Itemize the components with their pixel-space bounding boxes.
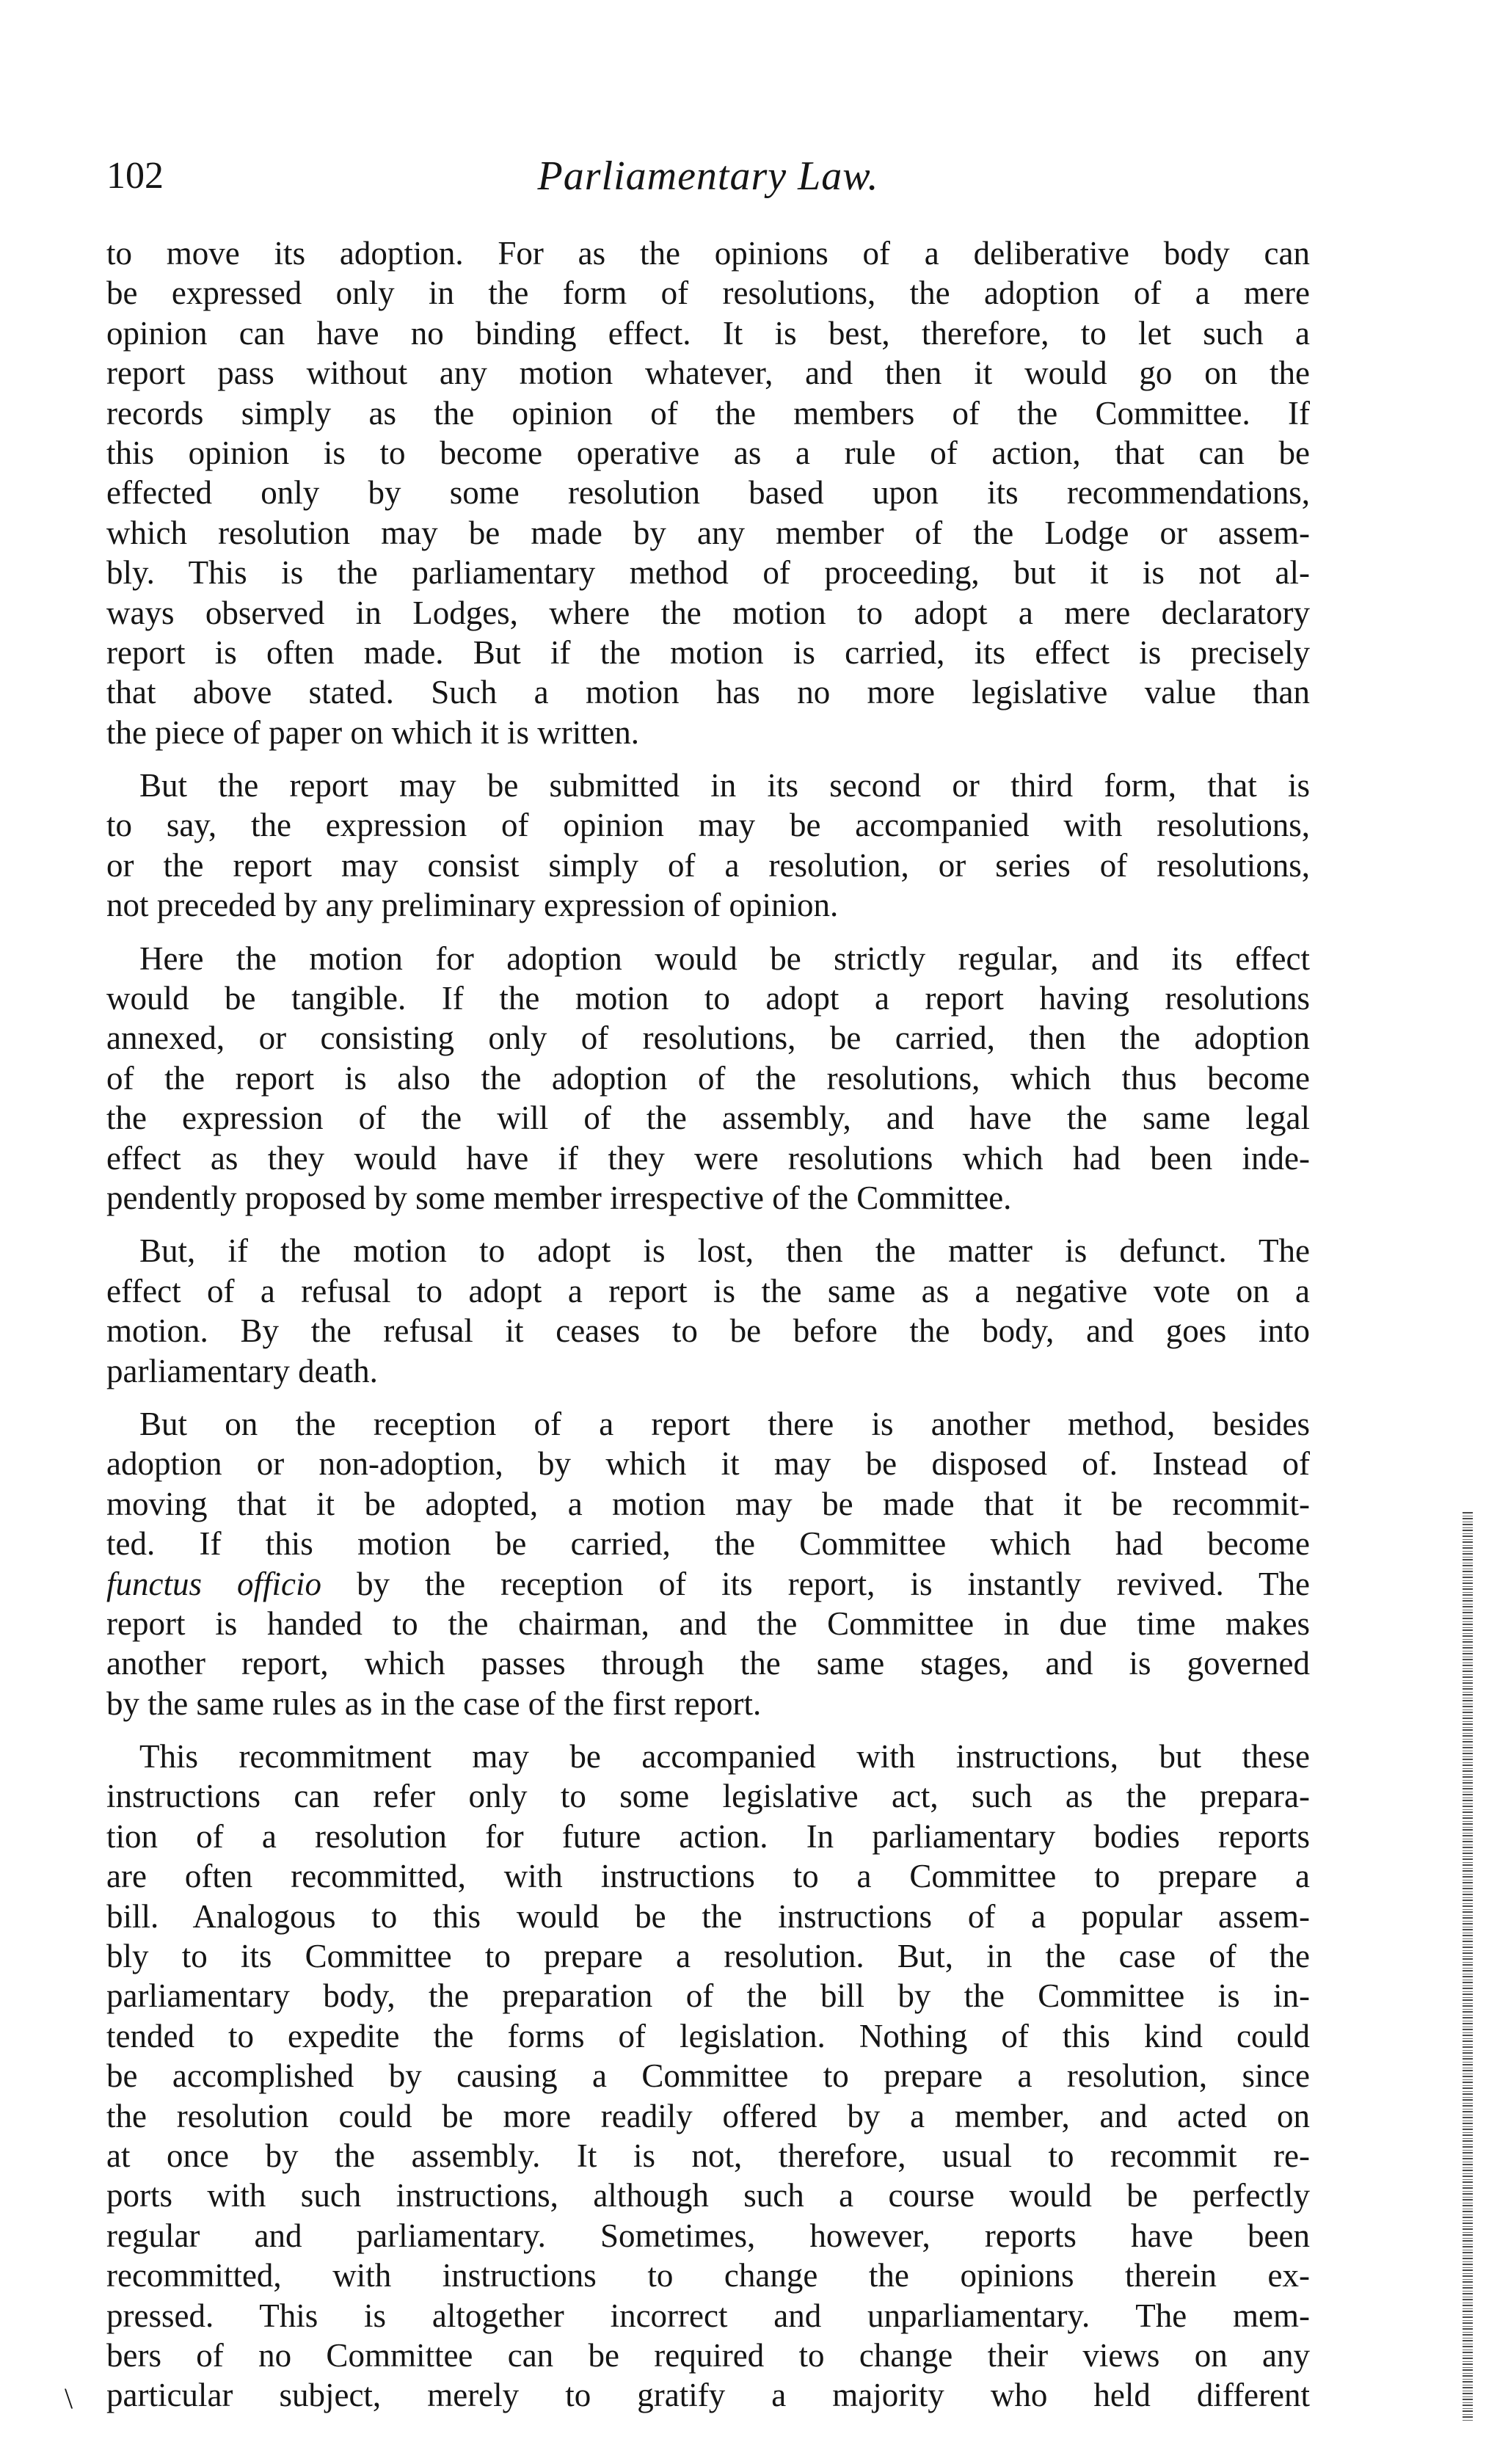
- text-line: recommitted, with instructions to change the opinions therein ex-: [106, 2257, 1310, 2294]
- text-line: tion of a resolution for future action. In parliamentary bodies reports: [106, 1817, 1310, 1855]
- text-line: another report, which passes through the same stages, and is governed: [106, 1645, 1310, 1682]
- paragraph-4: [106, 1231, 1310, 1391]
- text-line: effected only by some resolution based upon its recommendations,: [106, 474, 1310, 512]
- text-line: This recommitment may be accompanied with instructions, but these: [139, 1738, 1310, 1776]
- text-line: at once by the assembly. It is not, therefore, usual to recommit re-: [106, 2137, 1310, 2174]
- paragraph-1: [106, 233, 1310, 752]
- text-line: bly to its Committee to prepare a resolution. But, in the case of the: [106, 1938, 1310, 1975]
- text-line: to move its adoption. For as the opinions of a deliberative body can: [106, 235, 1310, 272]
- text-line: functus officio by the reception of its report, is instantly revived. The: [106, 1565, 1310, 1602]
- text-line: pressed. This is altogether incorrect and unparliamentary. The mem-: [106, 2297, 1310, 2334]
- text-line: But on the reception of a report there is another method, besides: [139, 1405, 1310, 1442]
- page-number: 102: [106, 155, 164, 197]
- text-line: which resolution may be made by any member of the Lodge or assem-: [106, 514, 1310, 551]
- text-line: not preceded by any preliminary expression of opinion.: [106, 887, 839, 924]
- text-line: ted. If this motion be carried, the Committee which had become: [106, 1525, 1310, 1563]
- text-line: motion. By the refusal it ceases to be before the body, and goes into: [106, 1312, 1310, 1350]
- text-line: effect as they would have if they were resolutions which had been inde-: [106, 1139, 1310, 1177]
- text-line: particular subject, merely to gratify a majority who held different: [106, 2377, 1310, 2414]
- text-line: to say, the expression of opinion may be accompanied with resolutions,: [106, 807, 1310, 844]
- text-line: tended to expedite the forms of legislation. Nothing of this kind could: [106, 2017, 1310, 2054]
- text-line: report is often made. But if the motion is carried, its effect is precisely: [106, 633, 1310, 671]
- body-text: [106, 233, 1310, 2429]
- text-line: moving that it be adopted, a motion may be made that it be recommit-: [106, 1485, 1310, 1522]
- paragraph-3: [106, 939, 1310, 1218]
- running-title: Parliamentary Law.: [537, 153, 879, 199]
- text-line: Here the motion for adoption would be strictly regular, and its effect: [139, 940, 1310, 977]
- text-line: or the report may consist simply of a resolution, or series of resolutions,: [106, 846, 1310, 884]
- text-line: be accomplished by causing a Committee to prepare a resolution, since: [106, 2057, 1310, 2095]
- text-line: are often recommitted, with instructions to a Committee to prepare a: [106, 1858, 1310, 1895]
- footer-mark: \: [65, 2382, 73, 2415]
- paragraph-5: [106, 1404, 1310, 1723]
- text-line: bill. Analogous to this would be the instructions of a popular assem-: [106, 1897, 1310, 1935]
- text-line: effect of a refusal to adopt a report is the same as a negative vote on a: [106, 1272, 1310, 1309]
- latin-phrase: functus officio: [106, 1565, 322, 1602]
- text-line: instructions can refer only to some legislative act, such as the prepara-: [106, 1778, 1310, 1815]
- scan-edge-artifact: [1463, 1512, 1473, 2422]
- text-line: the resolution could be more readily offered by a member, and acted on: [106, 2097, 1310, 2134]
- text-line: pendently proposed by some member irrespective of the Committee.: [106, 1179, 1012, 1216]
- text-line: ways observed in Lodges, where the motion to adopt a mere declaratory: [106, 594, 1310, 631]
- text-line: annexed, or consisting only of resolutions, be carried, then the adoption: [106, 1020, 1310, 1057]
- text-line: of the report is also the adoption of the resolutions, which thus become: [106, 1059, 1310, 1097]
- text-line: records simply as the opinion of the members of the Committee. If: [106, 394, 1310, 432]
- text-line: But the report may be submitted in its second or third form, that is: [139, 767, 1310, 804]
- page-header: [106, 150, 1310, 217]
- text-line: the piece of paper on which it is written.: [106, 713, 640, 751]
- text-line: this opinion is to become operative as a rule of action, that can be: [106, 434, 1310, 471]
- text-line: report is handed to the chairman, and the Committee in due time makes: [106, 1604, 1310, 1642]
- text-line: opinion can have no binding effect. It is best, therefore, to let such a: [106, 314, 1310, 352]
- text-line: by the same rules as in the case of the first report.: [106, 1685, 762, 1722]
- text-line: bly. This is the parliamentary method of proceeding, but it is not al-: [106, 554, 1310, 592]
- text-line: regular and parliamentary. Sometimes, however, reports have been: [106, 2217, 1310, 2254]
- text-line: bers of no Committee can be required to change their views on any: [106, 2336, 1310, 2374]
- paragraph-2: [106, 766, 1310, 926]
- text-line: report pass without any motion whatever, and then it would go on the: [106, 355, 1310, 392]
- text-line: that above stated. Such a motion has no more legislative value than: [106, 674, 1310, 711]
- text-line: ports with such instructions, although such a course would be perfectly: [106, 2177, 1310, 2214]
- text-line: But, if the motion to adopt is lost, then the matter is defunct. The: [139, 1232, 1310, 1270]
- paragraph-6: [106, 1737, 1310, 2416]
- text-line: the expression of the will of the assembly, and have the same legal: [106, 1100, 1310, 1137]
- text-line: be expressed only in the form of resolutions, the adoption of a mere: [106, 275, 1310, 312]
- text-line: would be tangible. If the motion to adopt a report having resolutions: [106, 980, 1310, 1017]
- text-line: adoption or non-adoption, by which it may be disposed of. Instead of: [106, 1445, 1310, 1483]
- text-line: parliamentary death.: [106, 1352, 378, 1389]
- text-line: parliamentary body, the preparation of the bill by the Committee is in-: [106, 1977, 1310, 2015]
